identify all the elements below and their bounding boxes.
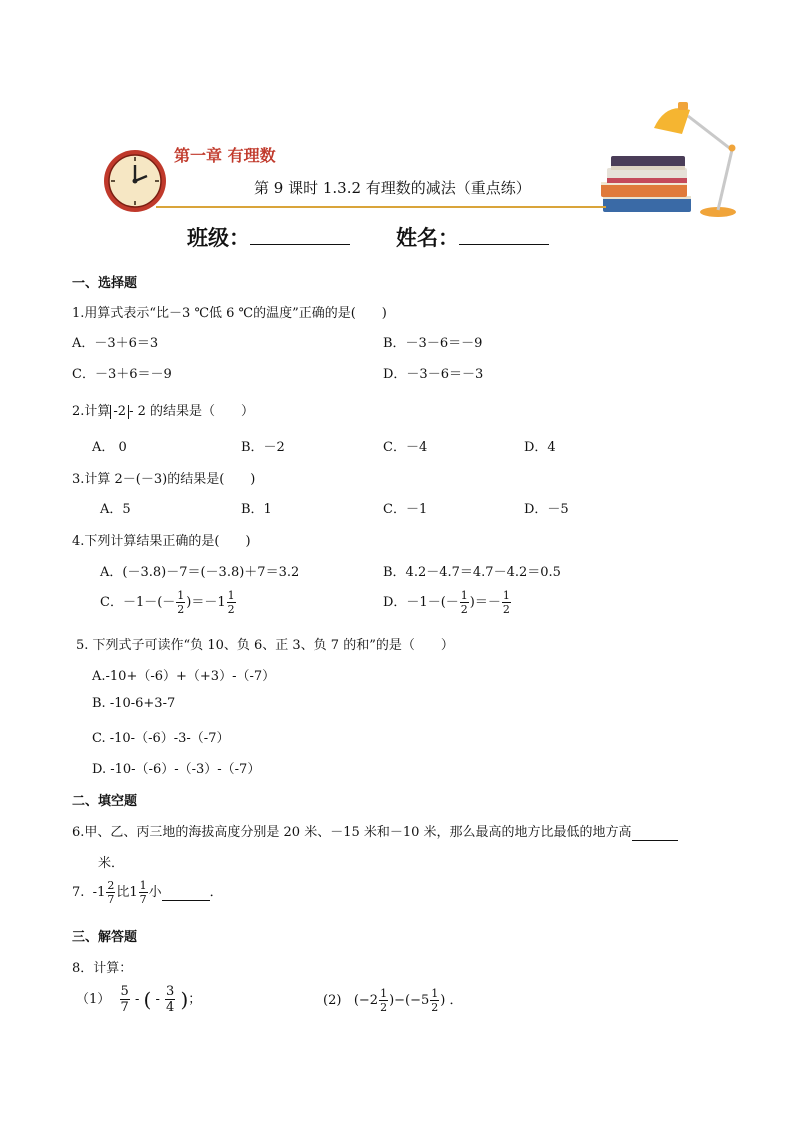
fraction: $\frac{1}{2}$ bbox=[431, 987, 439, 1014]
question-7 bbox=[72, 880, 223, 905]
fraction: $\frac{5}{7}$ bbox=[120, 984, 129, 1015]
question-8-part-1 bbox=[76, 985, 201, 1014]
question-4-option-d bbox=[383, 590, 512, 615]
clock-icon bbox=[102, 148, 168, 214]
question-2-option-b: B．－2 bbox=[241, 440, 285, 455]
name-field bbox=[396, 222, 549, 252]
question-3-option-b: B．1 bbox=[241, 502, 272, 517]
question-7-text: -1 bbox=[92, 885, 106, 900]
option-c-text: C．－1－(－ bbox=[100, 595, 176, 610]
question-1-option-a: A．－3＋6＝3 bbox=[72, 336, 159, 351]
section-heading-choice: 一、选择题 bbox=[72, 276, 138, 291]
name-label: 姓名： bbox=[396, 226, 459, 250]
question-5-option-b: B. -10-6+3-7 bbox=[92, 696, 176, 711]
question-1-option-c: C．－3＋6＝－9 bbox=[72, 367, 172, 382]
option-d-text: D．－1－(－ bbox=[383, 595, 459, 610]
question-5-option-c: C. -10-（-6）-3-（-7） bbox=[92, 731, 230, 746]
fraction: $\frac{1}{2}$ bbox=[380, 987, 388, 1014]
question-2-suffix: - 2 的结果是（ ） bbox=[129, 404, 255, 419]
class-blank[interactable] bbox=[250, 244, 350, 245]
question-6-stem bbox=[72, 821, 678, 841]
question-6-text: 6.甲、乙、丙三地的海拔高度分别是 20 米、－15 米和－10 米，那么最高的地方比最低的地方高 bbox=[72, 825, 632, 840]
fraction: $\frac{3}{4}$ bbox=[166, 984, 175, 1015]
fraction: $\frac{1}{2}$ bbox=[502, 589, 510, 616]
question-1-stem: 1.用算式表示“比－3 ℃低 6 ℃的温度”正确的是( ) bbox=[72, 306, 387, 321]
part-2-text: (−2 bbox=[353, 993, 379, 1008]
class-label: 班级： bbox=[187, 226, 250, 250]
question-2-prefix: 2.计算 bbox=[72, 404, 111, 419]
fraction: $\frac{1}{2}$ bbox=[177, 589, 185, 616]
desk-lamp-icon bbox=[652, 98, 744, 220]
minus-sign: - bbox=[155, 992, 160, 1007]
fraction: $\frac{1}{2}$ bbox=[227, 589, 235, 616]
question-5-stem: 5. 下列式子可读作“负 10、负 6、正 3、负 7 的和”的是（ ） bbox=[76, 638, 454, 653]
question-4-stem: 4.下列计算结果正确的是( ) bbox=[72, 534, 251, 549]
class-field bbox=[187, 222, 350, 252]
option-c-text-2: )＝－1 bbox=[186, 595, 226, 610]
question-2-stem bbox=[72, 400, 254, 419]
question-3-stem: 3.计算 2－(－3)的结果是( ) bbox=[72, 472, 256, 487]
question-5-option-a: A.-10+（-6）+（+3）-（-7） bbox=[92, 669, 276, 684]
part-2-label: (2) bbox=[323, 993, 342, 1008]
part-2-text-2: )−(−5 bbox=[389, 993, 430, 1008]
lesson-title: 第 9 课时 1.3.2 有理数的减法（重点练） bbox=[254, 179, 531, 197]
fraction: $\frac{1}{2}$ bbox=[460, 589, 468, 616]
question-1-option-b: B．－3－6＝－9 bbox=[383, 336, 483, 351]
question-2-option-d: D．4 bbox=[524, 440, 556, 455]
open-paren: ( bbox=[143, 987, 152, 1012]
question-6-tail: 米． bbox=[98, 856, 125, 871]
question-4-option-a: A．(－3.8)－7＝(－3.8)＋7＝3.2 bbox=[100, 565, 300, 580]
minus-sign: - bbox=[134, 992, 140, 1007]
question-6-blank[interactable] bbox=[632, 825, 678, 841]
question-4-option-b: B．4.2－4.7＝4.7－4.2＝0.5 bbox=[383, 565, 561, 580]
question-7-text-3: 小 bbox=[148, 885, 162, 900]
close-paren: ) bbox=[180, 987, 189, 1012]
question-3-option-c: C．－1 bbox=[383, 502, 428, 517]
question-8-stem: 8．计算： bbox=[72, 961, 133, 976]
section-heading-fill: 二、填空题 bbox=[72, 794, 138, 809]
question-5-option-d: D. -10-（-6）-（-3）-（-7） bbox=[92, 762, 261, 777]
part-2-end: ． bbox=[449, 993, 463, 1008]
question-2-option-c: C．－4 bbox=[383, 440, 428, 455]
question-7-end: ． bbox=[209, 885, 223, 900]
option-d-text-2: )＝－ bbox=[469, 595, 501, 610]
question-7-text-2: 比1 bbox=[116, 885, 138, 900]
question-7-blank[interactable] bbox=[162, 885, 210, 901]
question-7-number: 7. bbox=[72, 885, 85, 900]
question-2-option-a: A． 0 bbox=[92, 440, 127, 455]
chapter-title: 第一章 有理数 bbox=[174, 146, 276, 165]
question-1-option-d: D．－3－6＝－3 bbox=[383, 367, 484, 382]
question-3-option-a: A．5 bbox=[100, 502, 131, 517]
question-3-option-d: D．－5 bbox=[524, 502, 569, 517]
question-8-part-2 bbox=[323, 988, 463, 1013]
header-rule bbox=[156, 206, 606, 208]
name-blank[interactable] bbox=[459, 244, 549, 245]
absolute-value: -2 bbox=[110, 405, 129, 419]
section-heading-answer: 三、解答题 bbox=[72, 930, 138, 945]
question-4-option-c bbox=[100, 590, 237, 615]
part-1-label: （1） bbox=[76, 992, 111, 1007]
part-2-text-3: ) bbox=[440, 993, 446, 1008]
fraction: $\frac{1}{7}$ bbox=[139, 879, 147, 906]
fraction: $\frac{2}{7}$ bbox=[107, 879, 115, 906]
part-1-end: ； bbox=[188, 992, 202, 1007]
